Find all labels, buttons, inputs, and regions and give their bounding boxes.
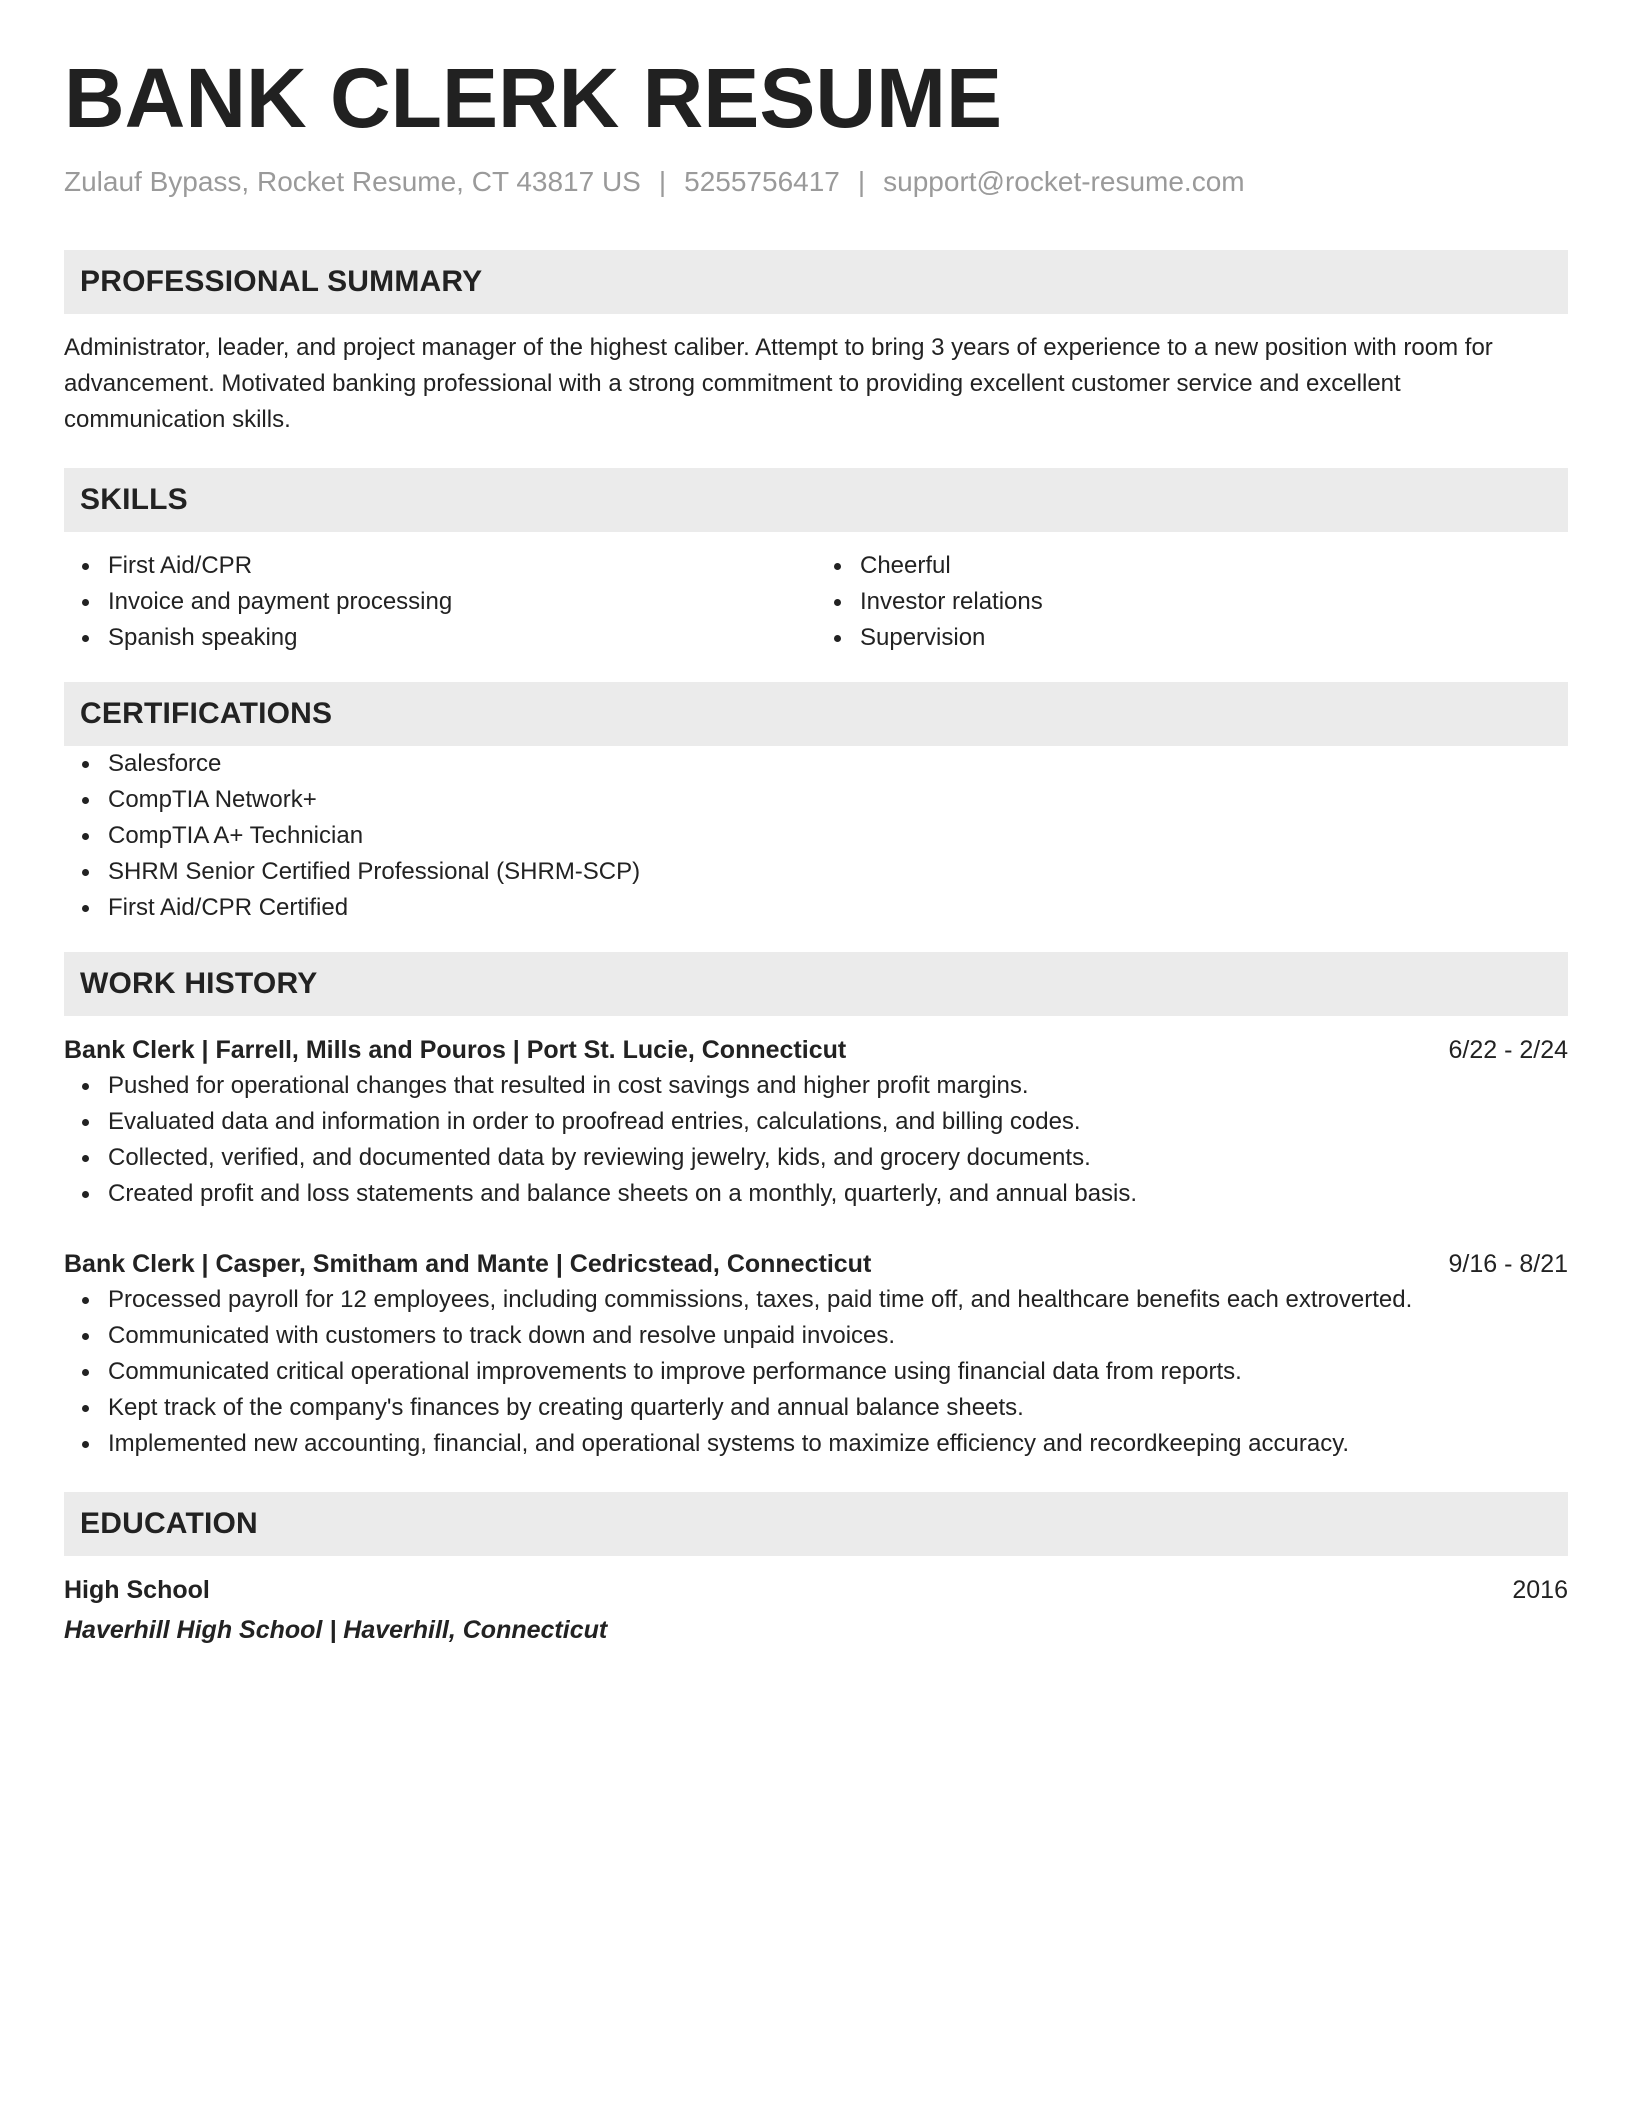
certifications-list <box>64 746 1568 926</box>
certification-item: CompTIA A+ Technician <box>64 818 1568 854</box>
summary-section-header: PROFESSIONAL SUMMARY <box>64 250 1568 314</box>
skills-section-header: SKILLS <box>64 468 1568 532</box>
job-entry <box>64 1246 1568 1462</box>
job-bullet: Processed payroll for 12 employees, including commissions, taxes, paid time off, and healthcare benefits each extroverted. <box>64 1282 1568 1318</box>
education-school: Haverhill High School | Haverhill, Connecticut <box>64 1616 608 1644</box>
job-bullet: Communicated critical operational improvements to improve performance using financial data from reports. <box>64 1354 1568 1390</box>
education-year: 2016 <box>1512 1576 1568 1604</box>
job-title: Bank Clerk | Casper, Smitham and Mante | Cedricstead, Connecticut <box>64 1250 872 1278</box>
contact-separator: | <box>857 166 866 197</box>
job-dates: 6/22 - 2/24 <box>1448 1036 1568 1064</box>
skill-item: Invoice and payment processing <box>64 584 816 620</box>
job-dates: 9/16 - 8/21 <box>1448 1250 1568 1278</box>
skill-item: Supervision <box>816 620 1568 656</box>
skills-grid <box>64 548 1568 656</box>
job-bullet: Kept track of the company's finances by creating quarterly and annual balance sheets. <box>64 1390 1568 1426</box>
job-header <box>64 1032 1568 1068</box>
education-header <box>64 1572 1568 1608</box>
skills-column-right <box>816 548 1568 656</box>
contact-line <box>64 166 1568 198</box>
contact-address: Zulauf Bypass, Rocket Resume, CT 43817 US <box>64 166 641 197</box>
skill-item: Cheerful <box>816 548 1568 584</box>
job-bullet: Implemented new accounting, financial, and operational systems to maximize efficiency and recordkeeping accuracy. <box>64 1426 1568 1462</box>
certification-item: CompTIA Network+ <box>64 782 1568 818</box>
job-bullets <box>64 1068 1568 1212</box>
contact-separator: | <box>658 166 667 197</box>
skills-column-left <box>64 548 816 656</box>
job-bullet: Pushed for operational changes that resulted in cost savings and higher profit margins. <box>64 1068 1568 1104</box>
work-history-section-header: WORK HISTORY <box>64 952 1568 1016</box>
job-bullet: Created profit and loss statements and balance sheets on a monthly, quarterly, and annual basis. <box>64 1176 1568 1212</box>
skill-item: Spanish speaking <box>64 620 816 656</box>
certification-item: SHRM Senior Certified Professional (SHRM-SCP) <box>64 854 1568 890</box>
job-bullet: Collected, verified, and documented data by reviewing jewelry, kids, and grocery documents. <box>64 1140 1568 1176</box>
certification-item: Salesforce <box>64 746 1568 782</box>
certification-item: First Aid/CPR Certified <box>64 890 1568 926</box>
certifications-section-header: CERTIFICATIONS <box>64 682 1568 746</box>
contact-email: support@rocket-resume.com <box>883 166 1245 197</box>
contact-phone: 5255756417 <box>684 166 840 197</box>
job-bullet: Evaluated data and information in order to proofread entries, calculations, and billing codes. <box>64 1104 1568 1140</box>
education-section-header: EDUCATION <box>64 1492 1568 1556</box>
job-title: Bank Clerk | Farrell, Mills and Pouros | Port St. Lucie, Connecticut <box>64 1036 847 1064</box>
job-bullet: Communicated with customers to track down and resolve unpaid invoices. <box>64 1318 1568 1354</box>
skill-item: Investor relations <box>816 584 1568 620</box>
job-header <box>64 1246 1568 1282</box>
education-degree: High School <box>64 1576 210 1604</box>
summary-text: Administrator, leader, and project manager of the highest caliber. Attempt to bring 3 years of experience to a new position with room for advancement. Motivated banking professional with a strong commitment to providing excellent customer service and excellent communication skills. <box>64 334 1493 433</box>
job-bullets <box>64 1282 1568 1462</box>
job-entry <box>64 1032 1568 1212</box>
resume-title: BANK CLERK RESUME <box>64 51 1003 145</box>
skill-item: First Aid/CPR <box>64 548 816 584</box>
